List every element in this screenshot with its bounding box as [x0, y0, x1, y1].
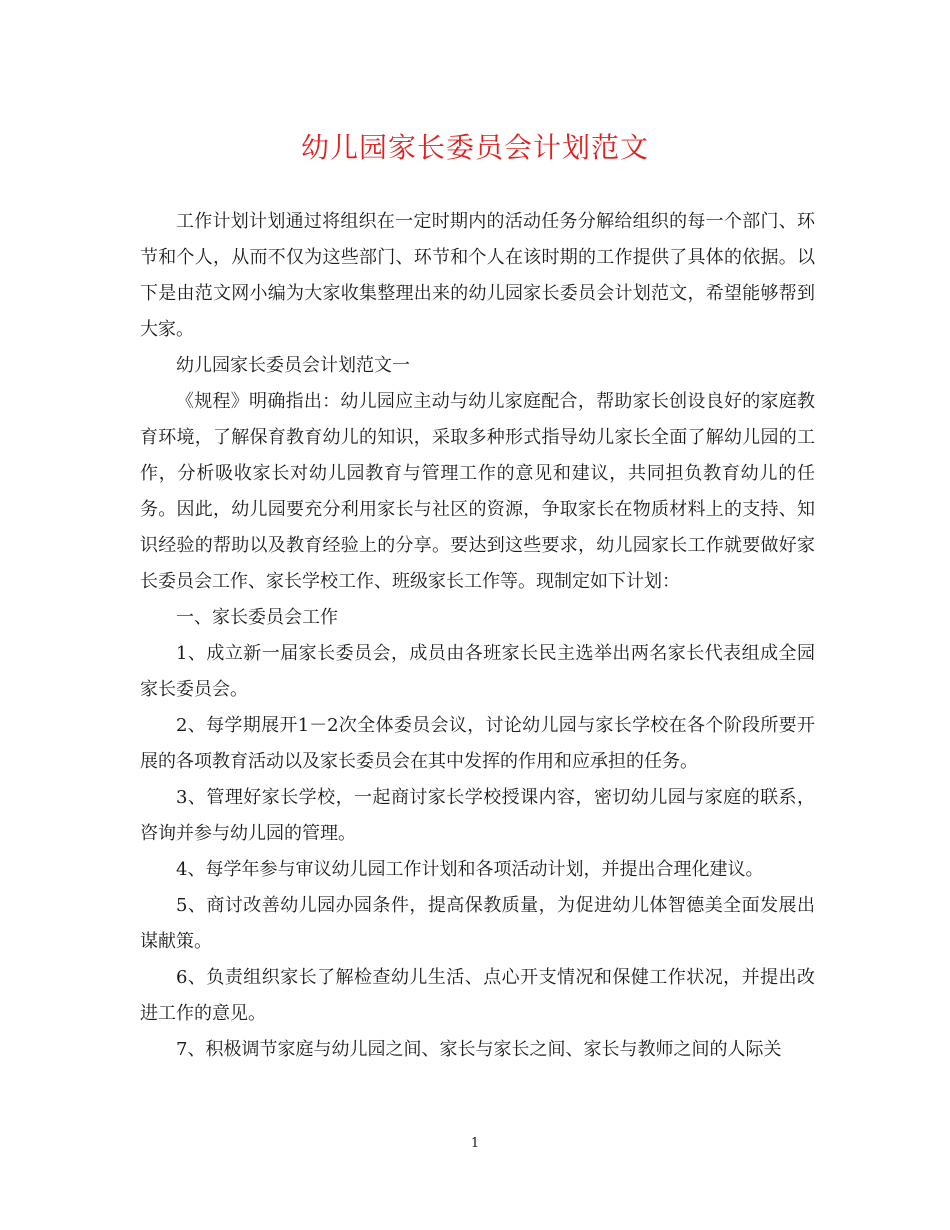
paragraph-regulations: 《规程》明确指出：幼儿园应主动与幼儿家庭配合，帮助家长创设良好的家庭教育环境，了解保育教育幼儿的知识，采取多种形式指导幼儿家长全面了解幼儿园的工作，分析吸收家长对幼儿园教育与管理工作的意见和建议，共同担负教育幼儿的任务。因此，幼儿园要充分利用家长与社区的资源，争取家长在物质材料上的支持、知识经验的帮助以及教育经验上的分享。要达到这些要求，幼儿园家长工作就要做好家长委员会工作、家长学校工作、班级家长工作等。现制定如下计划： — [140, 391, 815, 592]
paragraph-part-one-heading: 一、家长委员会工作 — [176, 607, 338, 628]
paragraph-item-4: 4、每学年参与审议幼儿园工作计划和各项活动计划，并提出合理化建议。 — [176, 859, 764, 880]
document-title: 幼儿园家长委员会计划范文 — [300, 131, 649, 164]
page-number: 1 — [470, 1136, 480, 1151]
paragraph-item-1: 1、成立新一届家长委员会，成员由各班家长民主选举出两名家长代表组成全园家长委员会。 — [140, 643, 815, 700]
paragraph-item-3: 3、管理好家长学校，一起商讨家长学校授课内容，密切幼儿园与家庭的联系，咨询并参与幼儿园的管理。 — [140, 787, 815, 844]
paragraph-intro: 工作计划计划通过将组织在一定时期内的活动任务分解给组织的每一个部门、环节和个人，从而不仅为这些部门、环节和个人在该时期的工作提供了具体的依据。以下是由范文网小编为大家收集整理出来的幼儿园家长委员会计划范文，希望能够帮到大家。 — [140, 211, 815, 340]
paragraph-item-7: 7、积极调节家庭与幼儿园之间、家长与家长之间、家长与教师之间的人际关 — [176, 1039, 782, 1060]
paragraph-section-heading: 幼儿园家长委员会计划范文一 — [176, 355, 410, 376]
paragraph-item-6: 6、负责组织家长了解检查幼儿生活、点心开支情况和保健工作状况，并提出改进工作的意见。 — [140, 967, 815, 1024]
paragraph-item-5: 5、商讨改善幼儿园办园条件，提高保教质量，为促进幼儿体智德美全面发展出谋献策。 — [140, 895, 815, 952]
paragraph-item-2: 2、每学期展开1－2次全体委员会议，讨论幼儿园与家长学校在各个阶段所要开展的各项教育活动以及家长委员会在其中发挥的作用和应承担的任务。 — [140, 715, 815, 772]
document-body — [140, 204, 815, 1068]
